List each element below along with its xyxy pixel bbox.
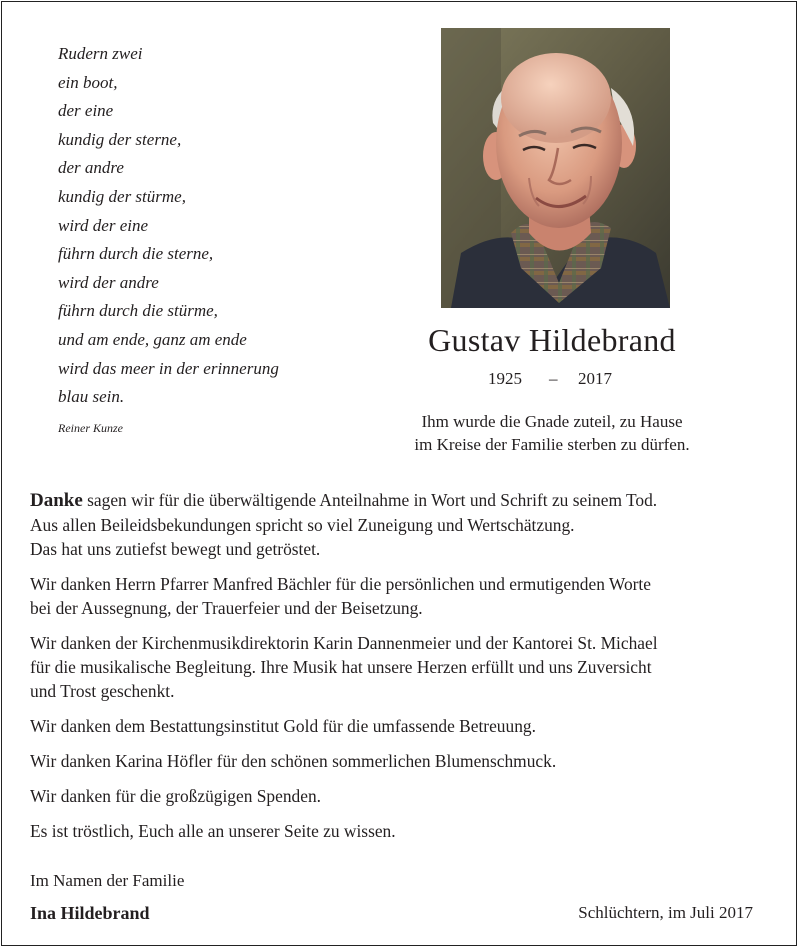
thanks-paragraph: Wir danken für die großzügigen Spenden. [30, 786, 321, 806]
thanks-line-rest: sagen wir für die überwältigende Anteilnahme in Wort und Schrift zu seinem Tod. [82, 490, 658, 510]
place-date: Schlüchtern, im Juli 2017 [578, 903, 753, 922]
poem-line: ein boot, [58, 72, 118, 92]
thanks-line: Aus allen Beileidsbekundungen spricht so viel Zuneigung und Wertschätzung. [30, 515, 575, 535]
poem-line: blau sein. [58, 387, 125, 407]
thanks-line: für die musikalische Begleitung. Ihre Musik hat unsere Herzen erfüllt und uns Zuversicht [30, 657, 652, 677]
thanks-paragraph: Wir danken dem Bestattungsinstitut Gold für die umfassende Betreuung. [30, 716, 536, 736]
signature-intro: Im Namen der Familie [30, 871, 185, 890]
poem-line: wird der andre [58, 272, 159, 292]
thanks-line [30, 488, 780, 513]
motto-line: im Kreise der Familie sterben zu dürfen. [414, 435, 690, 454]
danke-word: Danke [30, 490, 83, 511]
poem-line: kundig der sterne, [58, 129, 182, 149]
poem-line: führn durch die sterne, [58, 244, 214, 264]
thanks-paragraph: Es ist tröstlich, Euch alle an unserer Seite zu wissen. [30, 821, 396, 841]
motto-line: Ihm wurde die Gnade zuteil, zu Hause [421, 412, 683, 431]
signature-name: Ina Hildebrand [30, 903, 150, 923]
poem-line: kundig der stürme, [58, 186, 186, 206]
thanks-text [30, 488, 780, 854]
thanks-line: und Trost geschenkt. [30, 681, 175, 701]
poem [58, 40, 388, 436]
poem-author: Reiner Kunze [58, 420, 123, 435]
poem-line: wird der eine [58, 215, 149, 235]
thanks-line: Wir danken Herrn Pfarrer Manfred Bächler für die persönlichen und ermutigenden Worte [30, 574, 651, 594]
motto [370, 410, 734, 456]
thanks-paragraph [30, 631, 780, 703]
death-year: 2017 [578, 369, 612, 388]
poem-line: der eine [58, 101, 114, 121]
thanks-line: Wir danken der Kirchenmusikdirektorin Karin Dannenmeier und der Kantorei St. Michael [30, 633, 658, 653]
deceased-name: Gustav Hildebrand [428, 322, 676, 358]
poem-line: Rudern zwei [58, 44, 143, 63]
portrait-photo [441, 28, 670, 308]
thanks-paragraph [30, 572, 780, 620]
thanks-paragraph: Wir danken Karina Höfler für den schönen sommerlichen Blumenschmuck. [30, 751, 557, 771]
date-dash: – [549, 369, 558, 388]
poem-line: führn durch die stürme, [58, 301, 218, 321]
thanks-line: bei der Aussegnung, der Trauerfeier und der Beisetzung. [30, 598, 423, 618]
thanks-line: Das hat uns zutiefst bewegt und getröstet. [30, 539, 321, 559]
thanks-paragraph [30, 488, 780, 561]
poem-line: und am ende, ganz am ende [58, 329, 247, 349]
poem-line: wird das meer in der erinnerung [58, 358, 279, 378]
poem-line: der andre [58, 158, 124, 178]
birth-year: 1925 [488, 369, 522, 388]
